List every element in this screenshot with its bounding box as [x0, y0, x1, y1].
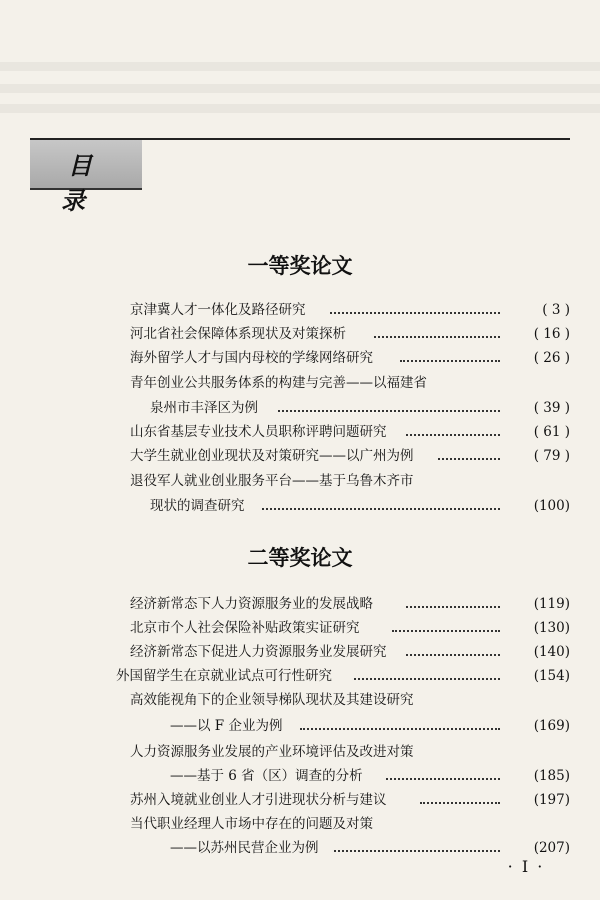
leader-dots — [334, 838, 500, 852]
entry-page: (130) — [533, 620, 570, 636]
entry-page: (140) — [533, 644, 570, 660]
toc-entry — [0, 471, 600, 493]
entry-title-continued: ——以苏州民营企业为例 — [170, 840, 319, 856]
leader-dots — [420, 790, 500, 804]
leader-dots — [262, 496, 500, 510]
leader-dots — [400, 348, 500, 362]
toc-entry — [0, 642, 600, 664]
toc-entry-continued — [0, 496, 600, 518]
leader-dots — [278, 398, 500, 412]
toc-entry — [0, 594, 600, 616]
leader-dots — [392, 618, 500, 632]
leader-dots — [386, 766, 500, 780]
section-title-second-prize: 二等奖论文 — [247, 546, 353, 570]
toc-entry — [0, 324, 600, 346]
leader-dots — [438, 446, 500, 460]
entry-title: 当代职业经理人市场中存在的问题及对策 — [130, 816, 373, 832]
leader-dots — [406, 642, 500, 656]
entry-title: 山东省基层专业技术人员职称评聘问题研究 — [130, 424, 387, 440]
toc-entry — [0, 300, 600, 322]
bleed-through-line — [0, 84, 600, 93]
entry-title: 退役军人就业创业服务平台——基于乌鲁木齐市 — [130, 473, 414, 489]
entry-title: 高效能视角下的企业领导梯队现状及其建设研究 — [130, 692, 414, 708]
entry-page: ( 61 ) — [533, 424, 570, 440]
leader-dots — [406, 422, 500, 436]
entry-title: 人力资源服务业发展的产业环境评估及改进对策 — [130, 744, 414, 760]
entry-page: ( 3 ) — [542, 302, 570, 318]
toc-entry — [0, 742, 600, 764]
entry-page: (154) — [533, 668, 570, 684]
toc-entry-continued — [0, 398, 600, 420]
toc-entry — [0, 814, 600, 836]
toc-entry — [0, 373, 600, 395]
toc-entry-continued — [0, 766, 600, 788]
entry-title: 青年创业公共服务体系的构建与完善——以福建省 — [130, 375, 427, 391]
toc-entry — [0, 348, 600, 370]
entry-page: (169) — [533, 718, 570, 734]
entry-title: 海外留学人才与国内母校的学缘网络研究 — [130, 350, 373, 366]
page-folio: · I · — [507, 857, 545, 876]
entry-title: 经济新常态下人力资源服务业的发展战略 — [130, 596, 373, 612]
toc-entry — [0, 666, 600, 688]
toc-heading-box — [30, 140, 142, 215]
entry-title: 北京市个人社会保险补贴政策实证研究 — [130, 620, 360, 636]
entry-title: 京津冀人才一体化及路径研究 — [130, 302, 306, 318]
bleed-through-line — [0, 62, 600, 71]
entry-page: ( 26 ) — [533, 350, 570, 366]
leader-dots — [374, 324, 500, 338]
leader-dots — [406, 594, 500, 608]
leader-dots — [354, 666, 500, 680]
toc-entry — [0, 446, 600, 468]
toc-entry — [0, 618, 600, 640]
entry-page: ( 16 ) — [533, 326, 570, 342]
entry-page: (207) — [533, 840, 570, 856]
entry-title-continued: ——基于 6 省（区）调查的分析 — [170, 768, 363, 784]
section-title-first-prize: 一等奖论文 — [247, 254, 353, 278]
toc-entry — [0, 422, 600, 444]
entry-title: 大学生就业创业现状及对策研究——以广州为例 — [130, 448, 414, 464]
entry-title: 外国留学生在京就业试点可行性研究 — [116, 668, 332, 684]
entry-page: ( 39 ) — [533, 400, 570, 416]
entry-page: (197) — [533, 792, 570, 808]
entry-title-continued: 现状的调查研究 — [150, 498, 245, 514]
entry-title-continued: ——以 F 企业为例 — [170, 718, 283, 734]
entry-title-continued: 泉州市丰泽区为例 — [150, 400, 258, 416]
entry-page: (100) — [533, 498, 570, 514]
toc-heading: 目 录 — [61, 152, 118, 215]
leader-dots — [300, 716, 500, 730]
bleed-through-line — [0, 104, 600, 113]
entry-title: 苏州入境就业创业人才引进现状分析与建议 — [130, 792, 387, 808]
toc-entry-continued — [0, 716, 600, 738]
entry-page: (119) — [533, 596, 570, 612]
toc-entry — [0, 790, 600, 812]
leader-dots — [330, 300, 500, 314]
entry-page: (185) — [533, 768, 570, 784]
toc-entry — [0, 690, 600, 712]
entry-title: 河北省社会保障体系现状及对策探析 — [130, 326, 346, 342]
entry-title: 经济新常态下促进人力资源服务业发展研究 — [130, 644, 387, 660]
entry-page: ( 79 ) — [533, 448, 570, 464]
